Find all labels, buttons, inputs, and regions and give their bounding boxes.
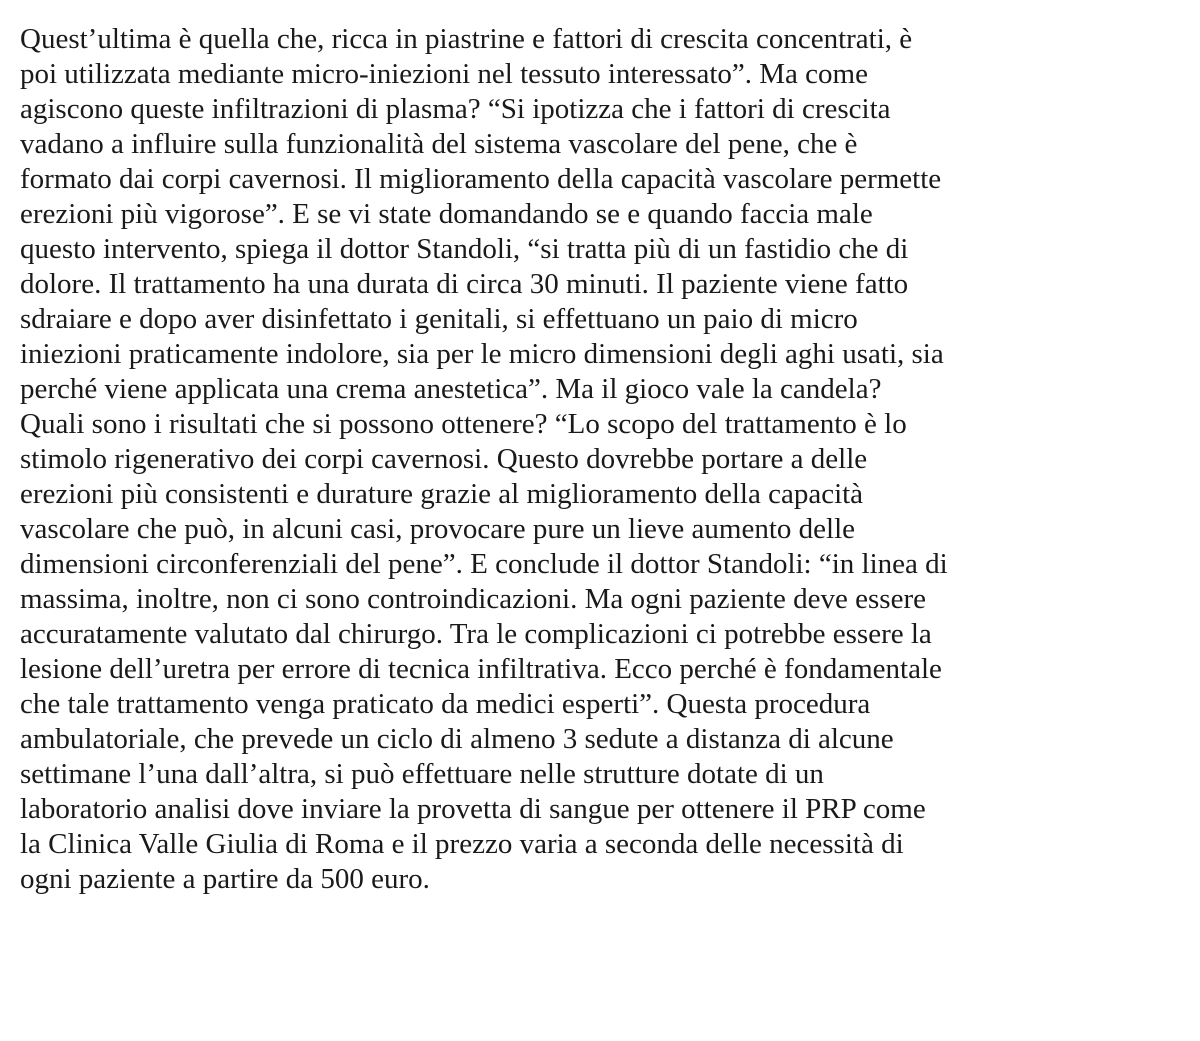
paragraph-line: dolore. Il trattamento ha una durata di circa 30 minuti. Il paziente viene fatto — [20, 268, 909, 300]
paragraph-line: agiscono queste infiltrazioni di plasma? “Si ipotizza che i fattori di crescita — [20, 93, 891, 125]
paragraph-line: erezioni più consistenti e durature grazie al miglioramento della capacità — [20, 478, 864, 510]
paragraph-line: erezioni più vigorose”. E se vi state domandando se e quando faccia male — [20, 198, 873, 230]
paragraph-line: iniezioni praticamente indolore, sia per le micro dimensioni degli aghi usati, sia — [20, 338, 944, 370]
paragraph-line: Quest’ultima è quella che, ricca in piastrine e fattori di crescita concentrati, è — [20, 23, 913, 55]
paragraph-line: Quali sono i risultati che si possono ottenere? “Lo scopo del trattamento è lo — [20, 408, 907, 440]
paragraph-line: ogni paziente a partire da 500 euro. — [20, 863, 430, 895]
paragraph-line: stimolo rigenerativo dei corpi cavernosi. Questo dovrebbe portare a delle — [20, 443, 868, 475]
paragraph-line: settimane l’una dall’altra, si può effettuare nelle strutture dotate di un — [20, 758, 824, 790]
paragraph-line: poi utilizzata mediante micro-iniezioni nel tessuto interessato”. Ma come — [20, 58, 868, 90]
paragraph-line: lesione dell’uretra per errore di tecnica infiltrativa. Ecco perché è fondamentale — [20, 653, 942, 685]
paragraph-line: questo intervento, spiega il dottor Standoli, “si tratta più di un fastidio che di — [20, 233, 909, 265]
paragraph-line: perché viene applicata una crema anestetica”. Ma il gioco vale la candela? — [20, 373, 882, 405]
paragraph-line: massima, inoltre, non ci sono controindicazioni. Ma ogni paziente deve essere — [20, 583, 926, 615]
paragraph-line: dimensioni circonferenziali del pene”. E conclude il dottor Standoli: “in linea di — [20, 548, 948, 580]
paragraph-line: che tale trattamento venga praticato da medici esperti”. Questa procedura — [20, 688, 871, 720]
paragraph-line: sdraiare e dopo aver disinfettato i genitali, si effettuano un paio di micro — [20, 303, 858, 335]
paragraph-line: laboratorio analisi dove inviare la provetta di sangue per ottenere il PRP come — [20, 793, 926, 825]
article-paragraph — [20, 22, 1190, 897]
paragraph-line: vascolare che può, in alcuni casi, provocare pure un lieve aumento delle — [20, 513, 856, 545]
paragraph-line: ambulatoriale, che prevede un ciclo di almeno 3 sedute a distanza di alcune — [20, 723, 894, 755]
paragraph-line: formato dai corpi cavernosi. Il miglioramento della capacità vascolare permette — [20, 163, 942, 195]
paragraph-line: la Clinica Valle Giulia di Roma e il prezzo varia a seconda delle necessità di — [20, 828, 904, 860]
paragraph-line: accuratamente valutato dal chirurgo. Tra le complicazioni ci potrebbe essere la — [20, 618, 932, 650]
paragraph-line: vadano a influire sulla funzionalità del sistema vascolare del pene, che è — [20, 128, 858, 160]
